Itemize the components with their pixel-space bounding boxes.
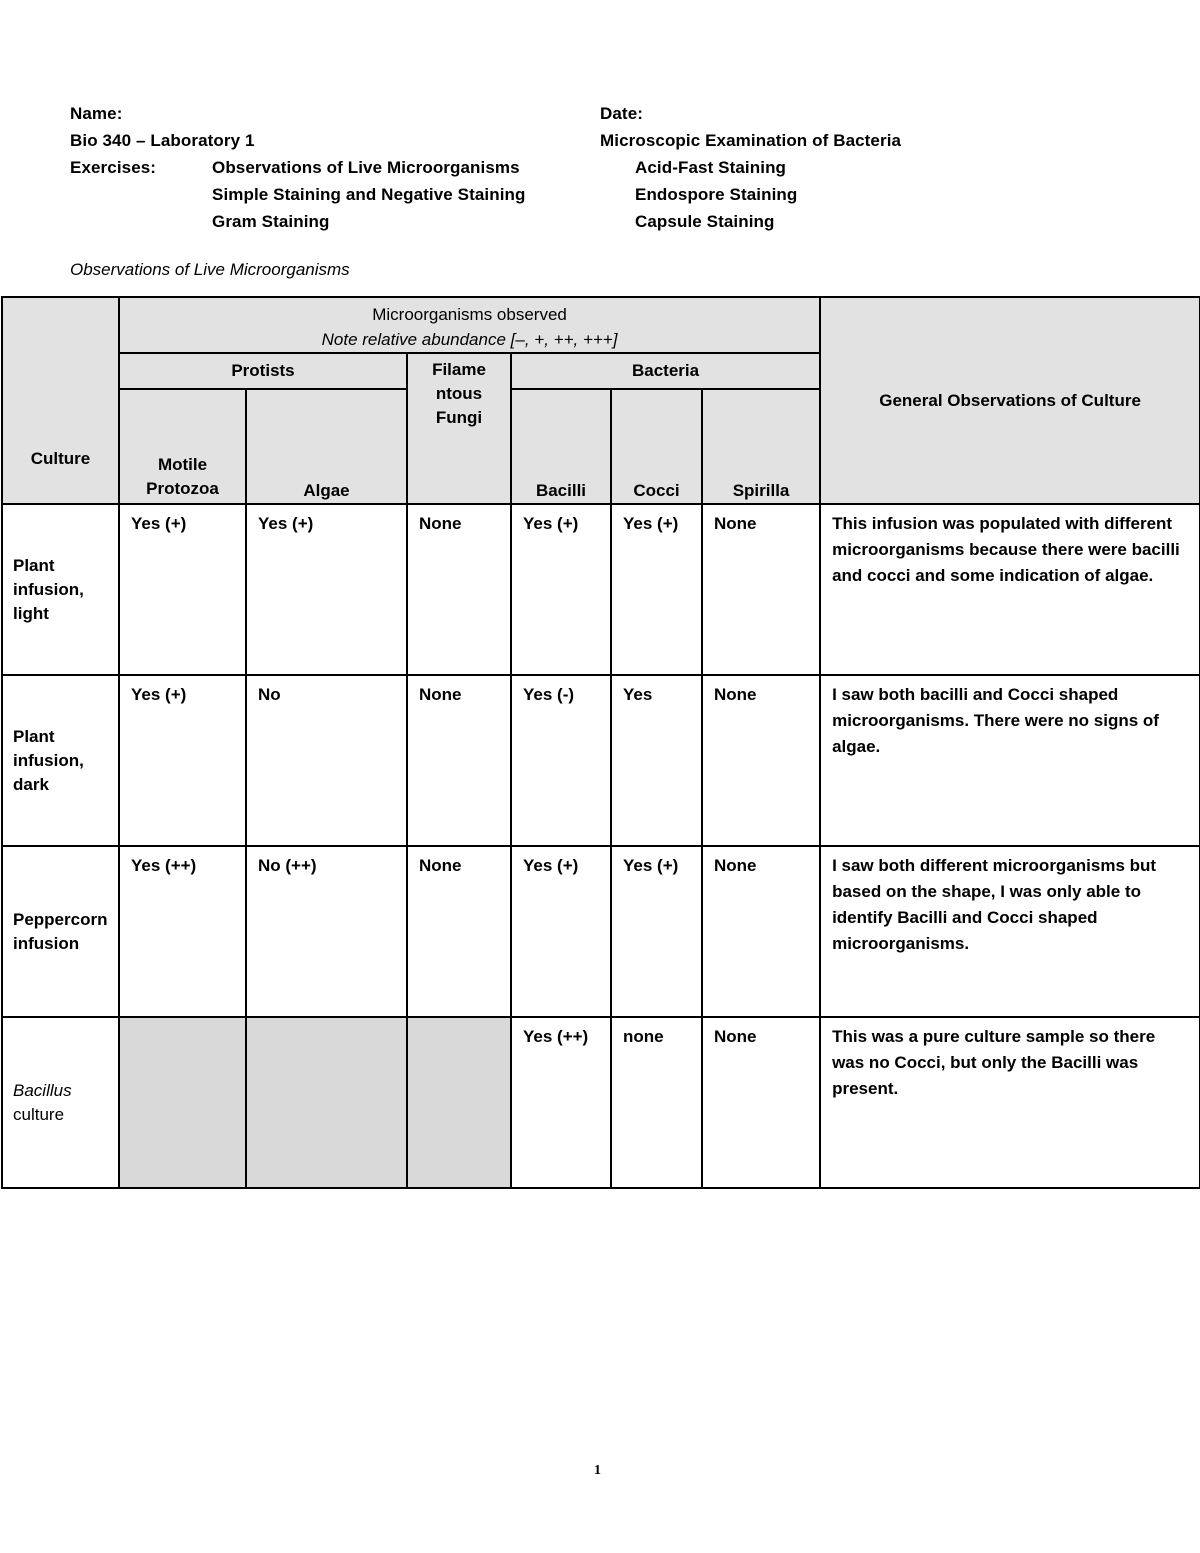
exercise-item: Acid-Fast Staining: [635, 158, 787, 177]
table-row: [2, 504, 1200, 675]
header-left: [0, 100, 1200, 240]
spirilla-header: [702, 389, 820, 504]
motile-protozoa-cell: Yes (++): [119, 846, 246, 1017]
general-header: [820, 297, 1200, 504]
spirilla-cell: None: [702, 1017, 820, 1188]
culture-cell: [2, 675, 119, 846]
bacilli-cell: Yes (+): [511, 504, 611, 675]
fungi-cell: [407, 1017, 511, 1188]
course-title: Bio 340 – Laboratory 1: [70, 131, 255, 150]
general-cell: I saw both different microorganisms but based on the shape, I was only able to identify Bacilli and Cocci shaped microorganisms.: [820, 846, 1200, 1017]
bacteria-header-label: Bacteria: [631, 361, 700, 380]
culture-header-label: Culture: [30, 448, 91, 468]
exercise-item: Capsule Staining: [635, 212, 775, 231]
spirilla-cell: None: [702, 504, 820, 675]
cocci-cell: Yes (+): [611, 846, 702, 1017]
motile-protozoa-cell: Yes (+): [119, 504, 246, 675]
culture-cell: [2, 504, 119, 675]
right-title: Microscopic Examination of Bacteria: [600, 131, 902, 150]
algae-cell: Yes (+): [246, 504, 407, 675]
exercises-label: Exercises:: [70, 158, 157, 177]
page-number: 1: [594, 1463, 601, 1478]
exercise-item: Simple Staining and Negative Staining: [212, 185, 526, 204]
bacilli-cell: Yes (-): [511, 675, 611, 846]
spirilla-cell: None: [702, 675, 820, 846]
cocci-cell: Yes: [611, 675, 702, 846]
culture-header: [2, 297, 119, 504]
name-label: Name:: [70, 104, 123, 123]
observed-header-label: Microorganisms observed: [372, 305, 567, 324]
fungi-cell: None: [407, 504, 511, 675]
fungi-header: [407, 353, 511, 504]
cocci-header: [611, 389, 702, 504]
observed-header: [119, 297, 820, 353]
general-cell: This was a pure culture sample so there was no Cocci, but only the Bacilli was present.: [820, 1017, 1200, 1188]
culture-label: Plant infusion, light: [13, 555, 84, 623]
culture-cell: [2, 1017, 119, 1188]
motile-protozoa-label: Motile Protozoa: [146, 455, 219, 498]
cocci-cell: Yes (+): [611, 504, 702, 675]
exercise-item: Gram Staining: [212, 212, 330, 231]
general-cell: I saw both bacilli and Cocci shaped microorganisms. There were no signs of algae.: [820, 675, 1200, 846]
abundance-note: Note relative abundance [–, +, ++, +++]: [321, 330, 618, 349]
general-cell: This infusion was populated with different microorganisms because there were bacilli and cocci and some indication of algae.: [820, 504, 1200, 675]
spirilla-cell: None: [702, 846, 820, 1017]
bacilli-label: Bacilli: [535, 481, 587, 500]
algae-cell: No (++): [246, 846, 407, 1017]
protists-header-label: Protists: [231, 361, 295, 380]
motile-protozoa-cell: [119, 1017, 246, 1188]
bacilli-cell: Yes (++): [511, 1017, 611, 1188]
observations-table: [1, 296, 1200, 1189]
culture-label: Plant infusion, dark: [13, 726, 84, 794]
section-title: Observations of Live Microorganisms: [70, 260, 350, 279]
fungi-cell: None: [407, 846, 511, 1017]
date-label: Date:: [600, 104, 644, 123]
fungi-header-label: Filame ntous Fungi: [432, 360, 486, 427]
table-row: [2, 675, 1200, 846]
bacilli-cell: Yes (+): [511, 846, 611, 1017]
algae-cell: No: [246, 675, 407, 846]
protists-header: [119, 353, 407, 389]
table-row: [2, 846, 1200, 1017]
culture-label: Peppercorn infusion: [13, 909, 108, 953]
bacilli-header: [511, 389, 611, 504]
cocci-label: Cocci: [633, 481, 680, 500]
exercise-item: Observations of Live Microorganisms: [212, 158, 520, 177]
general-header-label: General Observations of Culture: [879, 390, 1141, 410]
exercise-item: Endospore Staining: [635, 185, 798, 204]
table-row: [2, 1017, 1200, 1188]
culture-cell: [2, 846, 119, 1017]
culture-label: culture: [13, 1104, 65, 1124]
culture-label-italic: Bacillus: [13, 1080, 72, 1100]
motile-protozoa-header: [119, 389, 246, 504]
bacteria-header: [511, 353, 820, 389]
cocci-cell: none: [611, 1017, 702, 1188]
fungi-cell: None: [407, 675, 511, 846]
algae-label: Algae: [303, 481, 350, 500]
algae-header: [246, 389, 407, 504]
spirilla-label: Spirilla: [732, 481, 790, 500]
motile-protozoa-cell: Yes (+): [119, 675, 246, 846]
algae-cell: [246, 1017, 407, 1188]
